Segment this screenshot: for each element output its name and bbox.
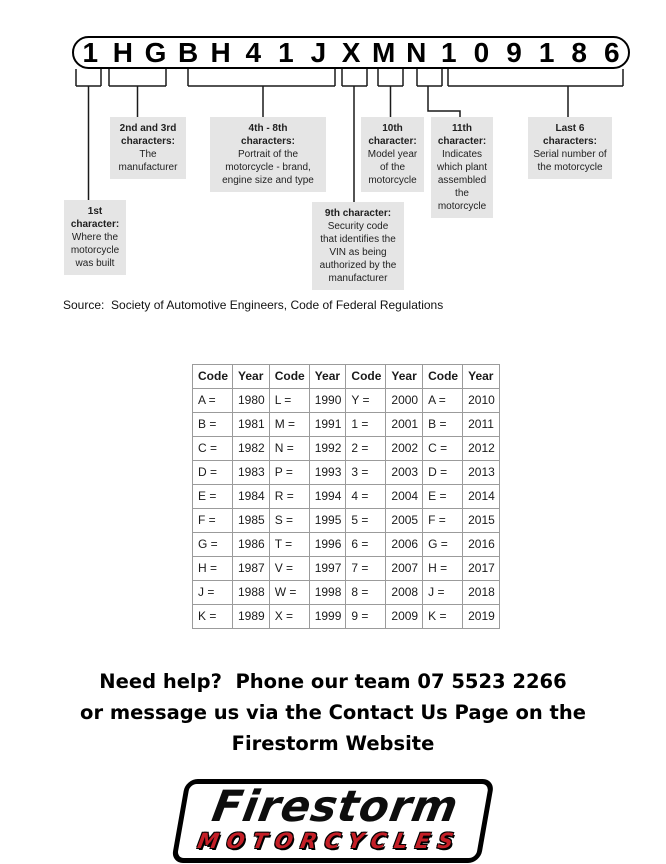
table-cell: C =: [423, 437, 463, 461]
table-cell: 9 =: [346, 605, 386, 629]
vin-character: J: [310, 37, 327, 68]
callout-text: Indicates: [441, 149, 483, 160]
callout-heading: 1st: [87, 206, 103, 217]
table-cell: J =: [423, 581, 463, 605]
table-cell: 1998: [309, 581, 346, 605]
connector-group-11th: [417, 69, 460, 117]
table-cell: 1991: [309, 413, 346, 437]
table-cell: M =: [269, 413, 309, 437]
table-row: [193, 461, 500, 485]
table-cell: B =: [193, 413, 233, 437]
callout-text: that identifies the: [320, 234, 396, 245]
callout-heading: characters:: [241, 136, 295, 147]
table-cell: L =: [269, 389, 309, 413]
callout-text: VIN as being: [329, 247, 387, 258]
connector-group-1st: [76, 69, 101, 200]
table-cell: 2011: [463, 413, 500, 437]
table-cell: 2000: [386, 389, 423, 413]
table-cell: Y =: [346, 389, 386, 413]
vin-character: 1: [538, 37, 555, 68]
callout-2nd-3rd-characters: [110, 117, 186, 179]
table-cell: 1994: [309, 485, 346, 509]
callout-11th-character: [431, 117, 493, 218]
table-row: [193, 437, 500, 461]
table-header-cell: Year: [309, 365, 346, 389]
table-cell: 1993: [309, 461, 346, 485]
vin-character: 6: [604, 37, 620, 68]
vin-character: 1: [82, 37, 99, 68]
logo-subtitle-text: MOTORCYCLES: [195, 829, 464, 853]
callout-text: motorcycle: [368, 175, 417, 186]
callout-heading: 10th: [382, 123, 403, 134]
vin-character: 0: [473, 37, 490, 68]
vin-character: 9: [506, 37, 522, 68]
table-row: [193, 557, 500, 581]
table-cell: J =: [193, 581, 233, 605]
table-cell: 2005: [386, 509, 423, 533]
table-header-cell: Code: [193, 365, 233, 389]
vin-number-pill: [72, 36, 630, 69]
callout-heading: 11th: [451, 123, 472, 134]
callout-heading: 2nd and 3rd: [119, 123, 177, 134]
callout-heading: character:: [368, 136, 417, 147]
table-cell: 1997: [309, 557, 346, 581]
callout-10th-character: [361, 117, 424, 192]
table-cell: C =: [193, 437, 233, 461]
table-cell: R =: [269, 485, 309, 509]
vin-character: N: [406, 37, 427, 68]
table-cell: F =: [423, 509, 463, 533]
table-cell: 2007: [386, 557, 423, 581]
table-cell: 2 =: [346, 437, 386, 461]
logo-brand-text: Firestorm: [208, 782, 463, 832]
callout-text: Where the: [71, 232, 119, 243]
callout-heading: 9th character:: [324, 208, 392, 219]
callout-text: of the: [379, 162, 406, 173]
table-cell: 1982: [233, 437, 270, 461]
table-cell: H =: [193, 557, 233, 581]
callout-heading: character:: [70, 219, 120, 230]
callout-heading: character:: [437, 136, 487, 147]
table-cell: 1996: [309, 533, 346, 557]
table-cell: 2004: [386, 485, 423, 509]
callout-4th-8th-characters: [210, 117, 326, 192]
table-cell: A =: [193, 389, 233, 413]
table-cell: 4 =: [346, 485, 386, 509]
table-cell: 2008: [386, 581, 423, 605]
table-cell: 2012: [463, 437, 500, 461]
vin-character: 1: [278, 37, 294, 68]
callout-text: motorcycle: [437, 201, 487, 212]
callout-text: Serial number of: [533, 149, 607, 160]
table-cell: 2003: [386, 461, 423, 485]
callout-text: motorcycle - brand,: [225, 162, 311, 173]
help-line-contact: or message us via the Contact Us Page on the: [80, 701, 586, 724]
callout-text: assembled: [437, 175, 487, 186]
vin-character: H: [112, 37, 133, 68]
table-cell: A =: [423, 389, 463, 413]
table-cell: H =: [423, 557, 463, 581]
table-row: [193, 485, 500, 509]
table-row: [193, 413, 500, 437]
table-cell: 1995: [309, 509, 346, 533]
table-header-cell: Code: [269, 365, 309, 389]
table-cell: 8 =: [346, 581, 386, 605]
table-header-cell: Code: [346, 365, 386, 389]
table-cell: 2006: [386, 533, 423, 557]
table-row: [193, 605, 500, 629]
firestorm-logo: [171, 779, 495, 863]
vin-character: M: [371, 37, 396, 68]
callout-heading: 4th - 8th: [248, 123, 288, 134]
table-row: [193, 581, 500, 605]
table-cell: 1999: [309, 605, 346, 629]
table-cell: 2001: [386, 413, 423, 437]
table-cell: 1987: [233, 557, 270, 581]
callout-text: was built: [75, 258, 115, 269]
callout-text: engine size and type: [222, 175, 314, 186]
callout-text: manufacturer: [118, 162, 178, 173]
table-cell: X =: [269, 605, 309, 629]
vin-character: B: [177, 37, 199, 68]
table-cell: 1985: [233, 509, 270, 533]
vin-character: 8: [571, 37, 587, 68]
table-cell: E =: [193, 485, 233, 509]
callout-text: authorized by the: [319, 260, 397, 271]
callout-heading: Last 6: [555, 123, 585, 134]
help-message: [0, 666, 666, 759]
table-header-cell: Year: [386, 365, 423, 389]
table-header-cell: Code: [423, 365, 463, 389]
table-cell: 1992: [309, 437, 346, 461]
table-cell: 1 =: [346, 413, 386, 437]
table-cell: 2019: [463, 605, 500, 629]
table-header-cell: Year: [463, 365, 500, 389]
table-cell: T =: [269, 533, 309, 557]
table-cell: 7 =: [346, 557, 386, 581]
vin-character: H: [210, 37, 231, 68]
connector-group-10th: [378, 69, 403, 117]
table-cell: P =: [269, 461, 309, 485]
table-cell: N =: [269, 437, 309, 461]
source-note: Source: Society of Automotive Engineers, Code of Federal Regulations: [63, 298, 444, 312]
help-line-phone: Need help? Phone our team 07 5523 2266: [99, 670, 567, 693]
table-cell: 2009: [386, 605, 423, 629]
table-cell: 2013: [463, 461, 500, 485]
table-cell: 2016: [463, 533, 500, 557]
table-cell: 1981: [233, 413, 270, 437]
table-header-cell: Year: [233, 365, 270, 389]
callout-9th-character: [312, 202, 404, 290]
callout-text: the motorcycle: [537, 162, 603, 173]
table-cell: B =: [423, 413, 463, 437]
callout-heading: characters:: [543, 136, 597, 147]
table-cell: G =: [423, 533, 463, 557]
table-cell: G =: [193, 533, 233, 557]
callout-text: which plant: [436, 162, 488, 173]
table-cell: D =: [423, 461, 463, 485]
table-cell: 2014: [463, 485, 500, 509]
table-cell: 1980: [233, 389, 270, 413]
callout-text: Portrait of the: [237, 149, 299, 160]
table-cell: E =: [423, 485, 463, 509]
callout-last-6-characters: [528, 117, 612, 179]
table-cell: 2017: [463, 557, 500, 581]
vin-character: 1: [441, 37, 457, 68]
table-cell: F =: [193, 509, 233, 533]
table-cell: 2002: [386, 437, 423, 461]
table-cell: 1986: [233, 533, 270, 557]
callout-text: The: [139, 149, 157, 160]
table-header-row: [193, 365, 500, 389]
table-cell: V =: [269, 557, 309, 581]
table-cell: 6 =: [346, 533, 386, 557]
vin-character: G: [144, 37, 167, 68]
table-cell: 1989: [233, 605, 270, 629]
table-row: [193, 389, 500, 413]
help-line-website: Firestorm Website: [231, 732, 435, 755]
table-row: [193, 509, 500, 533]
callout-text: manufacturer: [328, 273, 388, 284]
connector-group-4th-8th: [188, 69, 335, 117]
callout-text: Security code: [327, 221, 389, 232]
table-cell: W =: [269, 581, 309, 605]
table-cell: K =: [193, 605, 233, 629]
table-row: [193, 533, 500, 557]
model-year-code-table: [192, 364, 500, 629]
table-cell: 3 =: [346, 461, 386, 485]
table-cell: K =: [423, 605, 463, 629]
connector-group-last6: [448, 69, 623, 117]
table-cell: 1983: [233, 461, 270, 485]
table-cell: 1990: [309, 389, 346, 413]
callout-text: Model year: [367, 149, 418, 160]
callout-heading: characters:: [121, 136, 175, 147]
callout-text: the: [455, 188, 469, 199]
vin-character: 4: [245, 37, 262, 68]
table-cell: 2015: [463, 509, 500, 533]
table-cell: D =: [193, 461, 233, 485]
table-cell: 2018: [463, 581, 500, 605]
table-cell: 5 =: [346, 509, 386, 533]
callout-1st-character: [64, 200, 126, 275]
table-cell: 2010: [463, 389, 500, 413]
vin-character: X: [341, 37, 361, 68]
table-cell: S =: [269, 509, 309, 533]
table-cell: 1984: [233, 485, 270, 509]
table-cell: 1988: [233, 581, 270, 605]
connector-group-2nd-3rd: [109, 69, 166, 117]
callout-text: motorcycle: [70, 245, 120, 256]
